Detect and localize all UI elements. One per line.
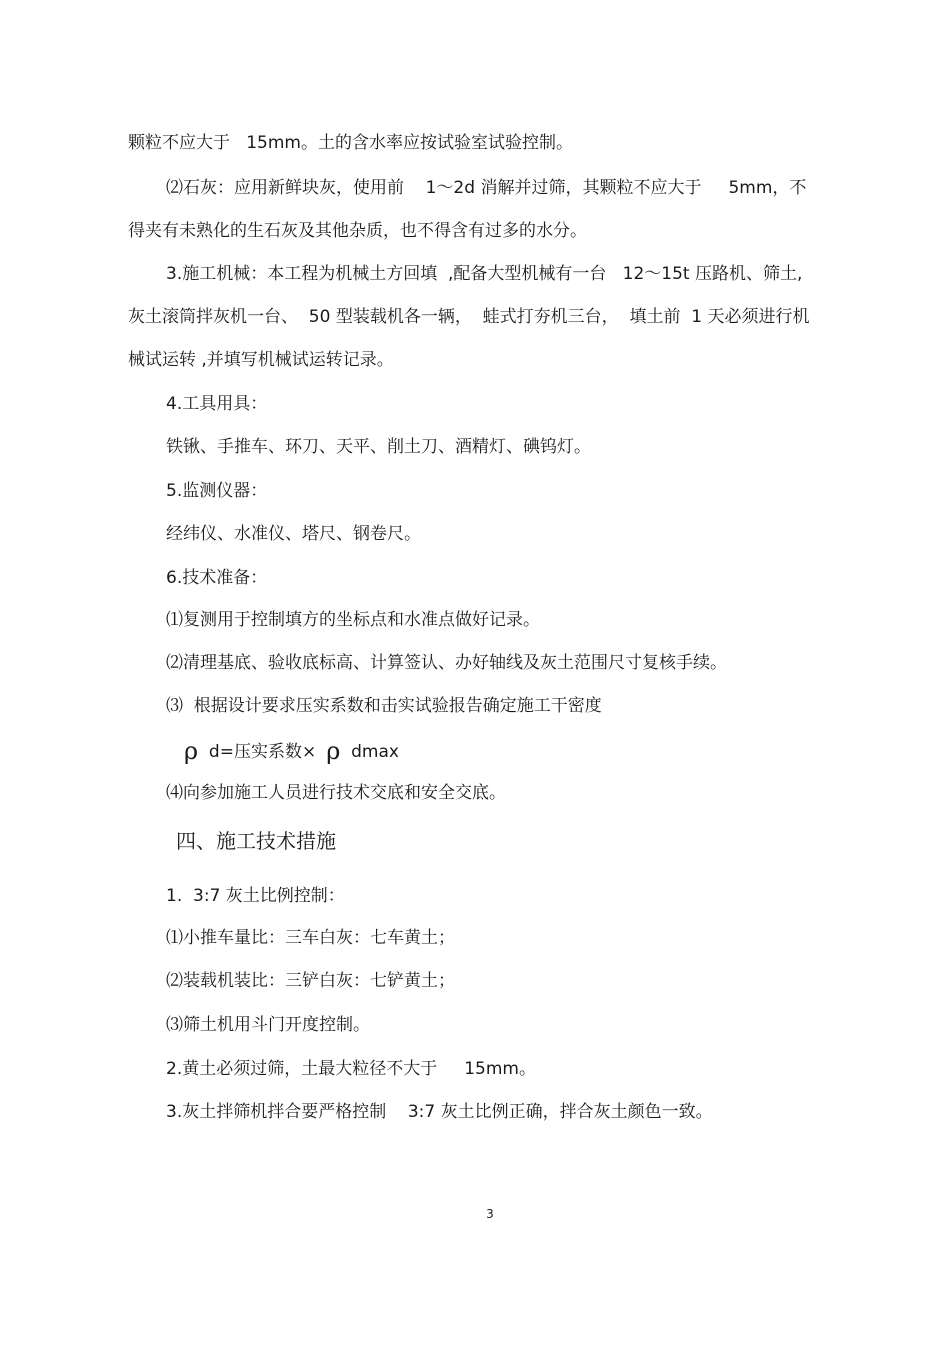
text-line: 颗粒不应大于 15mm。土的含水率应按试验室试验控制。 (128, 133, 573, 153)
text-line: ⑶ 根据设计要求压实系数和击实试验报告确定施工干密度 (166, 696, 602, 716)
text-line: 4.工具用具： (166, 394, 268, 414)
formula-text: dmax (340, 742, 399, 762)
text-line: 2.黄土必须过筛，土最大粒径不大于 15mm。 (166, 1059, 536, 1079)
text-line: ⑷向参加施工人员进行技术交底和安全交底。 (166, 783, 506, 803)
density-formula (184, 738, 399, 765)
page-number: 3 (486, 1207, 494, 1221)
text-line: ⑴复测用于控制填方的坐标点和水准点做好记录。 (166, 610, 540, 630)
text-line: 5.监测仪器： (166, 481, 268, 501)
formula-text: d=压实系数× (198, 742, 317, 762)
rho-symbol: ρ (326, 737, 341, 765)
text-line: 1. 3:7 灰土比例控制： (166, 886, 345, 906)
text-line: 灰土滚筒拌灰机一台、 50 型装载机各一辆， 蛙式打夯机三台， 填土前 1 天必须进行机 (128, 307, 810, 327)
text-line: 经纬仪、水准仪、塔尺、钢卷尺。 (166, 524, 421, 544)
text-line: ⑴小推车量比：三车白灰：七车黄土； (166, 928, 455, 948)
rho-symbol: ρ (184, 737, 199, 765)
text-line: 3.灰土拌筛机拌合要严格控制 3:7 灰土比例正确，拌合灰土颜色一致。 (166, 1102, 713, 1122)
section-heading: 四、施工技术措施 (176, 829, 336, 853)
text-line: ⑵清理基底、验收底标高、计算签认、办好轴线及灰土范围尺寸复核手续。 (166, 653, 727, 673)
text-line: ⑵装载机装比：三铲白灰：七铲黄土； (166, 971, 455, 991)
text-line: 3.施工机械：本工程为机械土方回填 ,配备大型机械有一台 12～15t 压路机、筛土, (166, 264, 803, 284)
text-line: 得夹有未熟化的生石灰及其他杂质，也不得含有过多的水分。 (128, 221, 587, 241)
text-line: 铁锹、手推车、环刀、天平、削土刀、酒精灯、碘钨灯。 (166, 437, 591, 457)
text-line: 6.技术准备： (166, 568, 268, 588)
text-line: ⑶筛土机用斗门开度控制。 (166, 1015, 370, 1035)
text-line: 械试运转 ,并填写机械试运转记录。 (128, 350, 394, 370)
text-line: ⑵石灰：应用新鲜块灰，使用前 1～2d 消解并过筛，其颗粒不应大于 5mm，不 (166, 178, 807, 198)
